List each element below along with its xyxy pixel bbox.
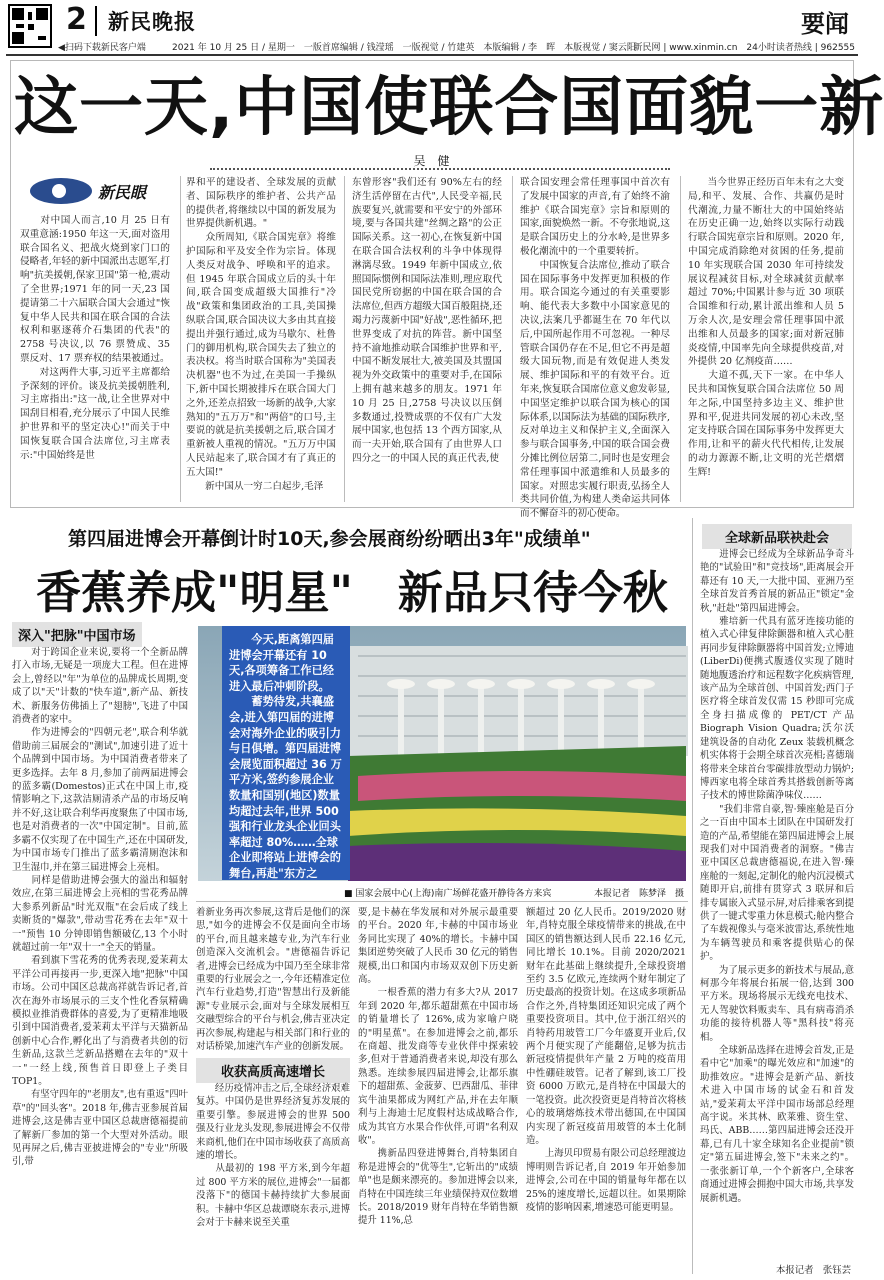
lead-column-5: 当今世界正经历百年未有之大变局,和平、发展、合作、共赢仍是时代潮流,力量不断壮大的中国始终站在历史正确一边,始终以实际行动践行联合国宪章宗旨和原则。2020 年,中国完成消除绝对贫困的任务,提前 10 年实现联合国 2030 年可持续发展议程减贫目标,对全球减贫贡献率超过 70%;中国累计参与近 30 项联合国维和行动,累计派出维和人员 5 万余人次,是安理会常任理事国中派出维和人员最多的国家;面对新冠肺炎疫情,中国率先向全球提供疫苗,对外提供 20 亿剂疫苗…… 大道不孤,天下一家。在中华人民共和国恢复联合国合法席位 50 周年之际,中国坚持多边主义、维护世界和平,促进共同发展的初心未改,坚定支持联合国在国际事务中发挥更大作用,让和平的薪火代代相传,让发展的动力源源不断,让文明的光芒熠熠生辉!	[688, 177, 844, 478]
website-line[interactable]: 新民网 | www.xinmin.cn 24小时读者热线 | 962555	[633, 43, 855, 53]
photo-credit: 本报记者 陈梦泽 摄	[593, 889, 684, 899]
lead-column-3: 东曾形容"我们还有 90%左右的经济生活停留在古代",人民受辛福,民族要复兴,就需要和平安宁的外部环境,要与各国共建"丝绸之路"的公正国际关系。这一初心,在恢复新中国在联合国合法权利的斗争中体现得淋漓尽致。1949 年新中国成立,依照国际惯例和国际法准则,理应取代国民党所窃据的中国在联合国的合法席位,但西方超级大国百般阻挠,还竭力污蔑新中国"好战",恶性循环,把世界变成了对抗的阵营。新中国坚持不渝地推动联合国维护世界和平,中国不断发展壮大,被美国及其盟国视为外交政策中的重要对手,在国际上拥有越来越多的朋友。1971 年 10 月 25 日,2758 号决议以压倒多数通过,投赞成票的不仅有广大发展中国家,也包括 13 个西方国家,从而一夫开始,联合国有了由世界人口四分之一的中国人民的真正代表,使	[352, 177, 506, 464]
section-name: 要闻	[801, 9, 849, 38]
column-logo	[30, 176, 170, 206]
sidebar-title: 全球新品联袂赴会	[702, 524, 852, 549]
lead-author: 吴 健	[413, 154, 450, 168]
subhead-growth: 收获高质高速增长	[196, 1058, 350, 1083]
expo-column-2: 着新业务再次参展,这背后是他们的深思,"如今的进博会不仅是面向全市场的平台,而且越来越专业,为汽车行业创造深入交流机会。"唐德福告诉记者,进博会已经成为中国乃至全球非常重要的行业展会之一,今年还精准定位汽车行业趋势,打造"智慧出行及新能源"专业展示会,面对与全球发展相互交融型综合的平台与机会,佛吉亚决定再次参展,构建起与相关部门和行业的对话桥梁,加速汽车产业的创新发展。	[196, 907, 350, 1053]
expo-kicker: 第四届进博会开幕倒计时10天,参会展商纷纷晒出3年"成绩单"	[68, 528, 591, 550]
lead-column-4: 联合国安理会常任理事国中首次有了发展中国家的声音,有了始终不渝维护《联合国宪章》宗旨和原则的国家,面貌焕然一新。不夸张地说,这是联合国历史上的分水岭,是世界多极化潮流中的一个重要转折。 中国恢复合法席位,推动了联合国在国际事务中发挥更加积极的作用。联合国迄今通过的有关重要影响、能代表大多数中小国家意见的决议,法案几乎都诞生在 70 年代以后,中国所起作用不可忽视。一种尽管联合国仍存在不足,但它不再是超级大国玩物,而是有效促进人类发展、维护国际和平的有效平台。近年来,恢复联合国席位意义愈发彰显,中国坚定维护以联合国为核心的国际体系,以国际法为基础的国际秩序,反对单边主义和保护主义,全面深入参与联合国事务,中国的联合国会费分摊比例位居第二,同时也是安理会常任理事国中派遣维和人员最多的国家。对照忠实履行职责,弘扬全人类共同价值,为构建人类命运共同体而不懈奋斗的初心使命。	[520, 177, 671, 520]
expo-highlight-box: 今天,距离第四届进博会开幕还有 10 天,各项筹备工作已经进入最后冲刺阶段。 蓄势待发,共襄盛会,进入第四届的进博会对海外企业的吸引力与日俱增。第四届进博会展览面积超过 36 万平方米,签约参展企业数量和国别(地区)数量均超过去年,世界 500 强和行业龙头企业回头率超过 80%……全球企业即将站上进博会的舞台,再赴"东方之约"。	[222, 626, 350, 880]
expo-column-3: 要,是卡赫在华发展和对外展示最重要的平台。2020 年,卡赫的中国市场业务同比实现了 40%的增长。卡赫中国集团逆势突破了人民币 30 亿元的销售规模,出口和国内市场双双创下历史新高。 一根香蕉的潜力有多大?从 2017 年到 2020 年,都乐超甜蕉在中国市场的销量增长了 126%,成为家喻户晓的"明星蕉"。在参加进博会之前,都乐在商超、批发商等专业伙伴中探索较多,但对于普通消费者来说,却没有那么熟悉。连续参展四届进博会,让都乐旗下的超甜蕉、金菠萝、巴西甜瓜、菲律宾牛油果都成为网红产品,并在去年顺利与上海迪士尼度假村达成战略合作,成为其官方水果合作伙伴,可谓"名利双收"。 携新品四登进博舞台,肖特集团自称是进博会的"优等生",它斩出的"成绩单"也是颇来漂亮的。参加进博会以来,肖特在中国连续三年业绩保持双位数增长。2018/2019 财年肖特在华销售额提升 11%,总	[358, 907, 518, 1227]
lead-headline: 这一天,中国使联合国面貌一新	[14, 71, 884, 145]
lead-column-1: 对中国人而言,10 月 25 日有双重意涵:1950 年这一天,面对盗用联合国名义、把战火烧到家门口的侵略者,年轻的新中国派出志愿军,打响"抗美援朝,保家卫国"第一枪,震动了全世界;1971 年的同一天,23 国提请第二十六届联合国大会通过"恢复中华人民共和国在联合国的合法权利和驱逐蒋介石集团的代表"的 2758 号决议,以 76 票赞成、35 票反对、17 票弃权的结果被通过。 对这两件大事,习近平主席都给予深刻的评价。谈及抗美援朝胜利,习主席指出:"这一战,让全世界对中国刮目相看,充分展示了中国人民维护世界和平的坚定决心!"而关于中国恢复联合国合法席位,习主席表示:"中国始终是世	[20, 215, 171, 461]
expo-title: 香蕉养成"明星" 新品只待今秋	[36, 566, 668, 619]
expo-column-1: 对于跨国企业来说,要将一个全新品牌打入市场,无疑是一项庞大工程。但在进博会上,曾经以"年"为单位的品牌成长周期,变成了以"天"计数的"快车道",新产品、新技术、新服务仿佛插上了"翅膀",飞进了中国消费者的家中。 作为进博会的"四朝元老",联合利华就借助前三届展会的"测试",加速引进了近十个品牌到中国市场。为中国消费者带来了更多选择。去年 8 月,参加了前两届进博会的蓝多霸(Domestos)正式在中国上市,疫情影响之下,这款洁厕清杀产品的市场反响并不好,这让联合利华再度聚焦了中国市场,也是对消费者的一次"中国定制"。目前,蓝多霸不仅实现了在中国生产,还在中国研发,为中国市场专门推出了蓝多霸清厕泡沫和卫生湿巾,并在第三届进博会上亮相。 同样是借助进博会强大的溢出和辐射效应,在第三届进博会上亮相的雪花秀品牌大参系列新品"时光双瓶"在会后成了线上卖断货的"爆款",带动雪花秀在去年"双十一"预售 10 分钟即销售额破亿,13 个小时就超过前一年"双十一"全天的销量。 看到旗下雪花秀的优秀表现,爱茉莉太平洋公司再接再一步,更深入地"把脉"中国市场。公司中国区总裁高祥就告诉记者,首次在海外市场展示的三支个性化香氛精确模拟业推消费群体的喜爱,为了更精准地吸引到中国消费者,爱茉莉太平洋与天猫新品创新中心合作,孵化出了与消费者共创的衍生新品,这款兰芝新品搭赠在去年的"双十一"一经上线,预售首日即登上子类目 TOP1。 有坚守四年的"老朋友",也有重返"四叶草"的"回头客"。2018 年,佛吉亚参展首届进博会,这是佛吉亚中国区总裁唐德福提前了解新厂参加的第一个大型对外活动。眼见再屏之后,佛吉亚披进博会的"专业"所吸引,带	[12, 647, 188, 1168]
photo-caption-text: ■ 国家会展中心(上海)南广场鲜花盛开静待各方来宾	[344, 889, 552, 899]
subhead-market: 深入"把脉"中国市场	[12, 622, 142, 647]
photo-caption	[344, 886, 684, 899]
date-editors: 2021 年 10 月 25 日 / 星期一 一版首席编辑 / 钱滢瑶 一版视觉 / 竹建英 本版编辑 / 李 晖 本版视觉 / 窦云阳	[172, 43, 636, 53]
column-separator	[512, 176, 513, 502]
sidebar-credit: 本报记者 张钰芸	[775, 1265, 851, 1276]
lead-column-2: 界和平的建设者、全球发展的贡献者、国际秩序的维护者、公共产品的提供者,将继续以中国的新发展为世界提供新机遇。" 众所周知,《联合国宪章》将维护国际和平及安全作为宗旨。体现人类反对战争、呼唤和平的追求。但 1945 年联合国成立后的头十年间,联合国变成超级大国推行"冷战"政策和集团政治的工具,美国操纵联合国,联合国决议大多由其直接提出并强行通过,成为马歇尔、杜鲁门的御用机构,联合国失去了独立的表决权。将当时联合国称为"美国表决机器"也不为过,在美国一手操纵下,新中国长期被排斥在联合国大门之外,还差点招致一场新的战争,大家熟知的"五万万"和"两倍"的口号,主要说的就是抗美援朝之后,联合国才重新被人重视的情况。"五万万中国人民站起来了,联合国才有了真正的五大国!" 新中国从一穷二白起步,毛泽	[186, 177, 337, 492]
column-logo-text: 新民眼	[98, 183, 147, 202]
photo-rule	[196, 901, 688, 902]
sidebar-separator	[692, 518, 693, 1274]
expo-sidebar-text: 进博会已经成为全球新品争奇斗艳的"试验田"和"竞技场",距离展会开幕还有 10 天,一大批中国、亚洲乃至全球首发首秀首展的新品正"锁定"金秋,"赶赴"第四届进博会。 雅培新一代具有蓝牙连接功能的植入式心律复律除颤器和植入式心脏再同步复律除颤器将中国首发;立博迪(LiberDi)便携式腹透仪实现了随时随地腹透治疗和远程数字化疾病管理,该产品为全球首创、中国首发;西门子医疗将全球首发仅需 15 秒即可完成全身扫描成像的 PET/CT 产品 Biograph Vision Quadra;沃尔沃建筑设备的自动化 Zeux 装载机概念机实体将于会期全球首次亮相;喜德瑞将带来全球首台零碳排放型动力锅炉;博西家电将全球首秀其搭载创新等离子技术的博世除菌净味仪…… "我们非常自豪,智·臻座舱是百分之一百由中国本土团队在中国研发打造的产品,希望能在第四届进博会上展现我们对中国消费者的洞察。"佛吉亚中国区总裁唐德福说,在进入智·臻座舱的一刻起,定制化的舱内沉浸模式随即开启,前排有贯穿式 3 联屏和后排专属嵌入式显示屏,对后排乘客到提供了一键式零重力休息模式;舱内整合了车载视像头与毫米波雷达,系统性地为车辆驾驶员和乘客提供贴心的保护。 为了展示更多的新技术与展品,意柯那今年将展台拓展一倍,达到 300 平方米。现场将展示无线充电技术、无人驾驶饮料贩卖车、具有病毒消杀功能的接待机器人等"黑科技"将亮相。 全球新品选择在进博会首发,正是看中它"加乘"的曝光效应和"加速"的助推效应。"进博会是新产品、新技术进入中国市场的试金石和首发站,"爱茉莉太平洋中国市场部总经理高宇说。米其林、欧莱雅、资生堂、玛氏、ABB……第四届进博会还没开幕,已有几十家全球知名企业提前"锁定"第五届进博会,签下"未来之约"。一张张新订单,一个个新客户,全球客商通过进博会拥抱中国大市场,共享发展新机遇。	[700, 549, 854, 1204]
page-number: 2	[66, 2, 87, 37]
masthead-rule	[6, 54, 858, 56]
qr-code	[8, 4, 52, 48]
column-separator	[180, 176, 181, 502]
scan-note[interactable]: ◀扫码下载新民客户端	[58, 43, 146, 53]
expo-column-2b: 经历疫情冲击之后,全球经济艰难复苏。中国仍是世界经济复苏发展的重要引擎。参展进博会的世界 500 强及行业龙头发现,参展进博会不仅带来商机,他们在中国市场收获了高质高速的增长。 从最初的 198 平方米,到今年超过 800 平方米的展位,进博会"一届都没落下"的德国卡赫持续扩大参展面积。卡赫中华区总裁谭晓东表示,进博会对于卡赫来说至关重	[196, 1083, 350, 1229]
paper-name: 新民晚报	[108, 9, 196, 34]
column-separator	[680, 176, 681, 502]
eye-icon	[30, 178, 92, 204]
expo-column-4: 额超过 20 亿人民币。2019/2020 财年,肖特克服全球疫情带来的挑战,在中国区的销售额达到人民币 22.16 亿元,同比增长 10.1%。目前 2020/2021 财年在此基础上继续提升,全球投资增至约 3.5 亿欧元,连续两个财年制定了历史最高的投资计划。在这成多项新品合作之外,肖特集团还知识完成了两个重要投资项目。其中,位于浙江绍兴的肖特药用玻管工厂今年盛夏开业后,仅两个月便实现了产能翻倍,足够为抗击新冠疫情提供年产量 2 万吨的疫苗用中性硼硅玻管。记者了解到,该工厂投资 6000 万欧元,是肖特在中国最大的一笔投资。此次投资更是肖特首次将核心的玻璃熔炼技术带出德国,在中国国内实现了新冠疫苗用玻管的本土化制造。 上海贝印贸易有限公司总经理渡边博明则告诉记者,自 2019 年开始参加进博会,公司在中国的销量每年都在以 25%的速度增长,远超以往。如果期除疫情的影响因素,增速恐可能更明显。	[526, 907, 686, 1213]
masthead-divider	[95, 6, 97, 36]
dotted-rule	[210, 168, 670, 170]
column-separator	[344, 176, 345, 502]
